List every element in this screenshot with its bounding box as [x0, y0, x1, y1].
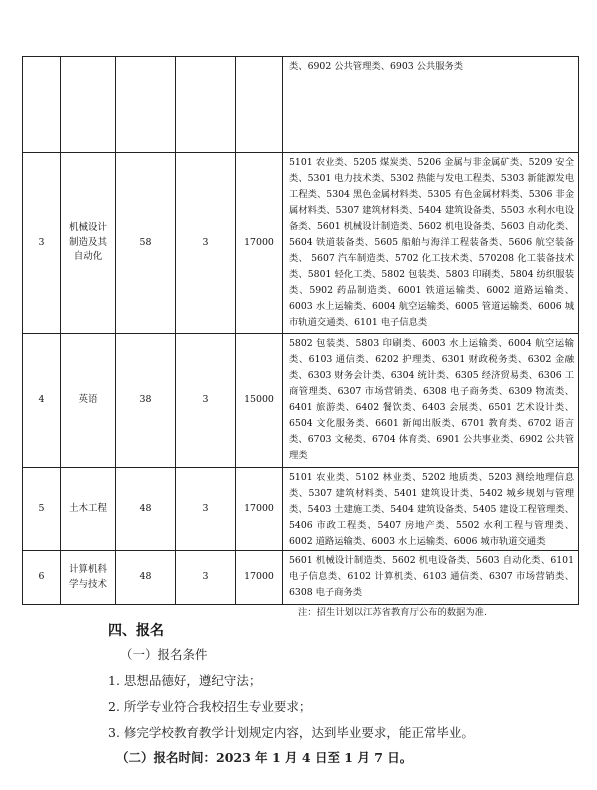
table-row — [23, 468, 579, 551]
major-name: 机械设计制造及其自动化 — [61, 153, 116, 334]
applicable-categories: 5101 农业类、5102 林业类、5202 地质类、5203 测绘地理信息类、5307 建筑材料类、5401 建筑设计类、5402 城乡规划与管理类、5403 土建施工类、5404 建筑设备类、5405 建设工程管理类、5406 市政工程类、5407 房地产类、5502 水利工程与管理类、6002 道路运输类、6003 水上运输类、6006 城市轨道交通类 — [283, 468, 579, 551]
major-name — [61, 57, 116, 153]
study-years: 3 — [176, 468, 236, 551]
study-years — [176, 57, 236, 153]
applicable-categories: 5802 包装类、5803 印刷类、6003 水上运输类、6004 航空运输类、6103 通信类、6202 护理类、6301 财政税务类、6302 金融类、6303 财务会计类、6304 统计类、6305 经济贸易类、6306 工商管理类、6307 市场营销类、6308 电子商务类、6309 物流类、6401 旅游类、6402 餐饮类、6403 会展类、6501 艺术设计类、6504 文化服务类、6601 新闻出版类、6701 教育类、6702 语言类、6703 文秘类、6704 体育类、6901 公共事业类、6902 公共管理类 — [283, 334, 579, 468]
table-row — [23, 153, 579, 334]
tuition-fee: 17000 — [236, 468, 283, 551]
list-item: 2. 所学专业符合我校招生专业要求； — [108, 699, 312, 714]
major-name: 计算机科学与技术 — [61, 551, 116, 605]
major-code — [116, 57, 176, 153]
study-years: 3 — [176, 551, 236, 605]
table-row — [23, 334, 579, 468]
list-item: 3. 修完学校教育教学计划规定内容，达到毕业要求，能正常毕业。 — [108, 725, 474, 740]
major-code: 58 — [116, 153, 176, 334]
row-number — [23, 57, 61, 153]
major-code: 48 — [116, 551, 176, 605]
tuition-fee — [236, 57, 283, 153]
tuition-fee: 15000 — [236, 334, 283, 468]
table-note: 注：招生计划以江苏省教育厅公布的数据为准. — [298, 607, 487, 618]
major-name: 土木工程 — [61, 468, 116, 551]
tuition-fee: 17000 — [236, 551, 283, 605]
applicable-categories: 5601 机械设计制造类、5602 机电设备类、5603 自动化类、6101 电子信息类、6102 计算机类、6103 通信类、6307 市场营销类、6308 电子商务类 — [283, 551, 579, 605]
row-number: 4 — [23, 334, 61, 468]
major-code: 48 — [116, 468, 176, 551]
study-years: 3 — [176, 334, 236, 468]
applicable-categories: 5101 农业类、5205 煤炭类、5206 金属与非金属矿类、5209 安全类、5301 电力技术类、5302 热能与发电工程类、5303 新能源发电工程类、5304 黑色金属材料类、5305 有色金属材料类、5306 非金属材料类、5307 建筑材料类、5404 建筑设备类、5503 水利水电设备类、5601 机械设计制造类、5602 机电设备类、5603 自动化类、5604 铁道装备类、5605 船舶与海洋工程装备类、5606 航空装备类、 5607 汽车制造类、5702 化工技术类、570208 化工装备技术类、5801 轻化工类、5802 包装类、5803 印刷类、5804 纺织服装类、5902 药品制造类、6001 铁道运输类、6002 道路运输类、6003 水上运输类、6004 航空运输类、6005 管道运输类、6006 城市轨道交通类、6101 电子信息类 — [283, 153, 579, 334]
tuition-fee: 17000 — [236, 153, 283, 334]
row-number: 5 — [23, 468, 61, 551]
row-number: 3 — [23, 153, 61, 334]
major-name: 英语 — [61, 334, 116, 468]
study-years: 3 — [176, 153, 236, 334]
applicable-categories: 类、6902 公共管理类、6903 公共服务类 — [283, 57, 579, 153]
major-code: 38 — [116, 334, 176, 468]
table-row — [23, 57, 579, 153]
list-item: 1. 思想品德好，遵纪守法； — [108, 673, 262, 688]
row-number: 6 — [23, 551, 61, 605]
registration-time: （二）报名时间：2023 年 1 月 4 日至 1 月 7 日。 — [116, 750, 413, 765]
section-title: 四、报名 — [108, 623, 164, 639]
table-row — [23, 551, 579, 605]
subsection-heading: （一）报名条件 — [120, 647, 208, 662]
majors-table — [22, 56, 579, 605]
